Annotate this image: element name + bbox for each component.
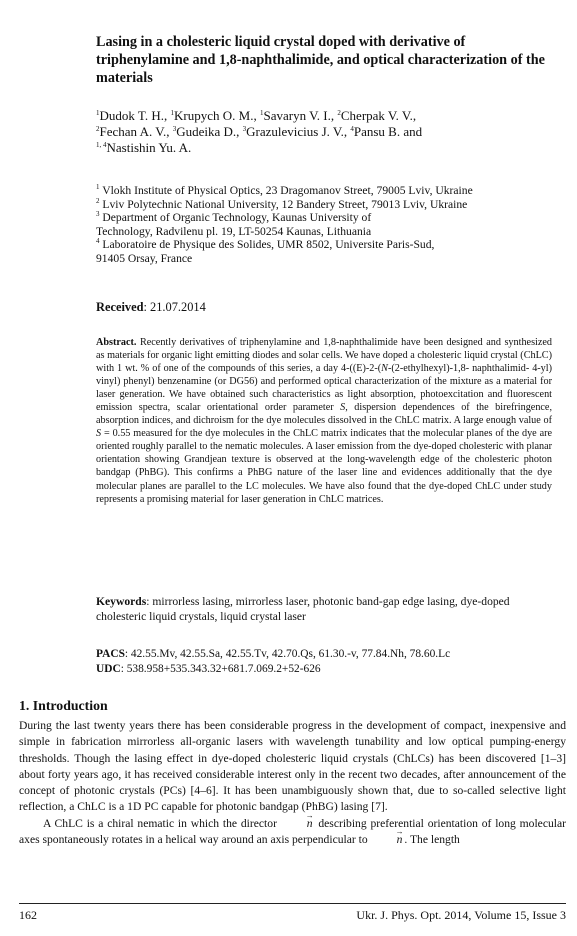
author-sup: 1 [170,109,175,117]
author-sup: 4 [350,125,354,133]
author-name: Nastishin Yu. A. [106,140,192,155]
affiliation-item [96,211,426,238]
affiliation-item [96,184,556,198]
affiliations [96,184,556,266]
received-date [96,300,206,315]
abstract-text: , dispersion dependences of the birefringence, absorption indices, and dichroism for the dye molecules dissolved in the ChLC matrix. A large enough value of [96,402,553,427]
author-name: Cherpak V. V., [340,108,417,123]
abstract-text: = 0.55 measured for the dye molecules in the ChLC matrix indicates that the molecular planes of the dye are oriented roughly parallel to the nematic molecules. A laser emission from the dye-doped cholesteric with planar orientation showing Grandjean texture is observed at the long-wavelength edge of the cholesteric photon bandgap (PhBG). This confirms a PhBG nature of the laser line and evidences additionally that the dye molecular planes are parallel to the LC molecules. We have also found that the dye-doped ChLC under study represents a promising material for laser generation in ChLC matrices. [96,428,552,505]
udc-label: UDC [96,663,121,675]
paragraph: During the last twenty years there has been considerable progress in the development of compact, inexpensive and simple in fabrication mirrorless all-organic lasers with wavelength tunability and low optical pumping-energy thresholds. Though the lasing effect in dye-doped cholesteric liquid crystals (ChLCs) has been discovered [1–3] about forty years ago, it has received considerable interest only in the recent two decades, after announcement of the concept of photonic crystals (PCs) [4–6]. It has been unambiguously shown that, due to so-called selective light reflection, a ChLC is a 1D PC capable for photonic bandgap (PhBG) lasing [7]. [19,719,566,814]
page-number: 162 [19,908,37,922]
author-sup: 1 [259,109,264,117]
pacs-line [96,647,556,662]
keywords-label: Keywords [96,595,147,608]
affiliation-sup: 4 [96,237,100,246]
footer-divider [19,903,566,904]
abstract-italic: S [96,428,102,440]
author-sup: 1, 4 [96,141,107,149]
author-sup: 3 [172,125,177,133]
author-list [96,108,536,156]
author-name: Fechan A. V., [99,124,173,139]
udc-line [96,662,556,677]
abstract-text: Recently derivatives of triphenylamine and 1,8-naphthalimide have been designed and synthesized as materials for organic light emitting diodes and solar cells. We have doped a cholesteric liquid crystal (ChLC) with 1 wt. % of one of the compounds of this series, a day 4-((E)-2-( [96,337,552,375]
abstract-text: -(2-ethylhexyl)-1,8- naphthalimid- 4-yl) vinyl) phenyl) benzenamine (or DG56) and performed optical characterization of the mixture as a material for laser generation. We have obtained such characteristics as light absorption, photoexcitation and fluorescent emission spectra, scalar orientational order parameter [96,363,552,414]
vector-symbol: → n [371,832,405,848]
journal-citation: Ukr. J. Phys. Opt. 2014, Volume 15, Issue 3 [356,908,566,922]
affiliation-text: Department of Organic Technology, Kaunas University of Technology, Radvilenu pl. 19, LT-50254 Kaunas, Lithuania [96,211,372,238]
author-name: Gudeika D., [176,124,243,139]
keywords [96,594,552,624]
abstract [96,336,552,506]
received-label: Received [96,300,144,314]
section-heading: 1. Introduction [19,698,108,713]
affiliation-item [96,198,556,212]
author-sup: 3 [242,125,247,133]
vector-symbol: → n [281,816,315,832]
affiliation-text: Laboratoire de Physique des Solides, UMR 8502, Universite Paris-Sud, 91405 Orsay, France [96,238,435,265]
received-value: : 21.07.2014 [143,300,206,314]
paragraph-text: . The length [404,833,460,847]
abstract-italic: N [381,363,388,375]
abstract-label: Abstract. [96,337,137,348]
affiliation-sup: 2 [96,196,100,205]
author-sup: 2 [96,125,100,133]
author-name: Grazulevicius J. V., [246,124,351,139]
introduction-body [19,718,566,848]
paragraph [19,816,566,849]
classification-codes [96,647,556,677]
keywords-text: : mirrorless lasing, mirrorless laser, photonic band-gap edge lasing, dye-doped cholesteric liquid crystals, liquid crystal laser [96,595,510,623]
pacs-codes: : 42.55.Mv, 42.55.Sa, 42.55.Tv, 42.70.Qs, 61.30.-v, 77.84.Nh, 78.60.Lc [124,648,451,660]
paragraph-text: describing preferential orientation of long molecular axes spontaneously rotates in a helical way around an axis perpendicular to [19,816,566,847]
affiliation-sup: 3 [96,210,100,219]
pacs-label: PACS [96,648,125,660]
affiliation-text: Vlokh Institute of Physical Optics, 23 Dragomanov Street, 79005 Lviv, Ukraine [102,184,473,197]
affiliation-item [96,238,456,265]
paragraph-text: A ChLC is a chiral nematic in which the director [43,816,281,830]
author-name: Dudok T. H., [99,108,171,123]
abstract-italic: S [340,402,346,414]
author-sup: 2 [337,109,341,117]
author-name: Savaryn V. I., [263,108,338,123]
affiliation-sup: 1 [96,183,100,191]
paper-title: Lasing in a cholesteric liquid crystal doped with derivative of triphenylamine and 1,8-naphthalimide, and optical characterization of the materials [96,34,545,86]
author-name: Krupych O. M., [174,108,260,123]
udc-codes: : 538.958+535.343.32+681.7.069.2+52-626 [120,663,321,675]
author-name: Pansu B. and [353,124,423,139]
author-sup: 1 [96,109,100,117]
affiliation-text: Lviv Polytechnic National University, 12 Bandery Street, 79013 Lviv, Ukraine [102,197,468,211]
